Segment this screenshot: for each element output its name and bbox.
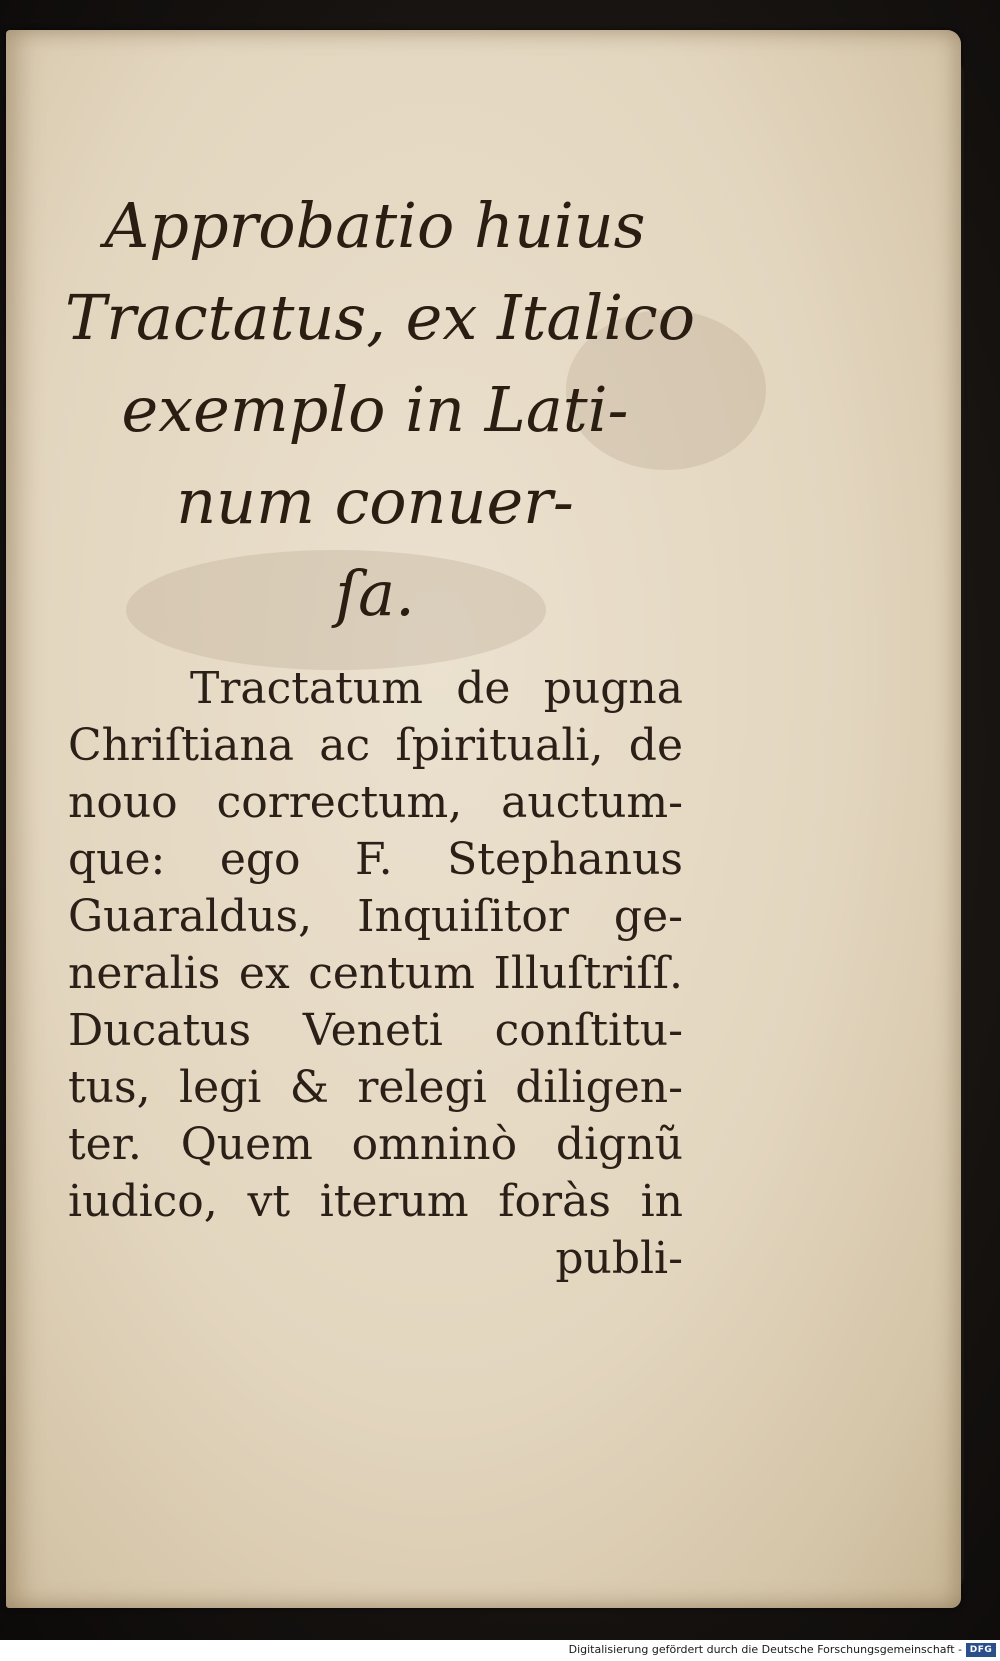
funding-credit: Digitalisierung gefördert durch die Deutsche Forschungsgemeinschaft - <box>568 1643 962 1656</box>
heading-line: exemplo in Lati- <box>121 373 629 446</box>
text-line: Chriſtiana ac ſpirituali, de <box>68 720 683 771</box>
catchword: publi- <box>555 1233 683 1284</box>
text-line: Tractatum de pugna <box>190 663 683 714</box>
text-line: neralis ex centum Illuſtriſſ. <box>68 948 683 999</box>
text-line: tus, legi & relegi diligen- <box>68 1062 683 1113</box>
heading-line: Tractatus, ex Italico <box>65 281 696 354</box>
heading-line: ſa. <box>335 557 415 630</box>
heading-line: Approbatio huius <box>104 189 646 262</box>
text-line: Guaraldus, Inquiſitor ge- <box>68 891 683 942</box>
approbation-text <box>68 660 683 1287</box>
heading-line: num conuer- <box>176 465 574 538</box>
text-line: ter. Quem omninò dignũ <box>68 1119 683 1170</box>
approbation-heading <box>65 180 696 640</box>
text-line: iudico, vt iterum foràs in <box>68 1176 683 1227</box>
text-line: que: ego F. Stephanus <box>68 834 683 885</box>
text-line: nouo correctum, auctum- <box>68 777 683 828</box>
dfg-logo: DFG <box>966 1643 996 1657</box>
text-line: Ducatus Veneti conſtitu- <box>68 1005 683 1056</box>
